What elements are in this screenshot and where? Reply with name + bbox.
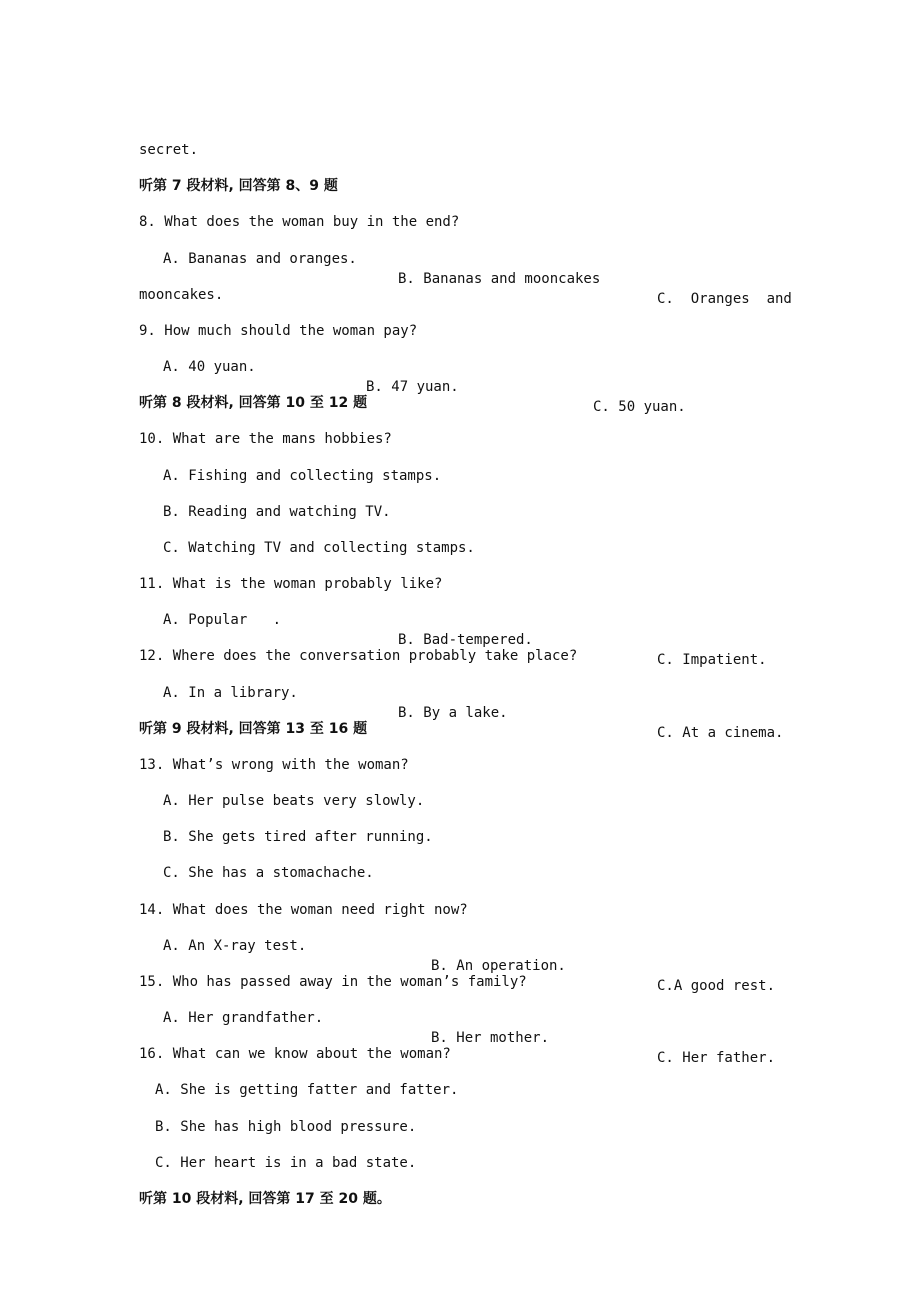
question-8-option-c-wrap [0, 265, 224, 303]
option-b: B. Reading and watching TV. [163, 504, 391, 520]
option-b: B. By a lake. [398, 705, 508, 721]
question-10 [0, 409, 392, 447]
option-a: A. In a library. [163, 685, 298, 701]
question-16 [0, 1024, 451, 1062]
question-10-option-c [0, 518, 475, 556]
heading-text: 听第 7 段材料, 回答第 8、9 题 [139, 178, 338, 194]
question-9 [0, 301, 418, 339]
question-text: 8. What does the woman buy in the end? [139, 214, 460, 230]
question-8 [0, 192, 460, 230]
option-a: A. Her grandfather. [163, 1010, 324, 1026]
question-10-option-b [0, 482, 391, 520]
option-b: B. An operation. [431, 958, 566, 974]
option-a: A. Fishing and collecting stamps. [163, 468, 442, 484]
section-heading-10 [0, 1169, 391, 1207]
section-heading-7 [0, 156, 338, 194]
question-text: 9. How much should the woman pay? [139, 323, 418, 339]
option-c: C. Her heart is in a bad state. [155, 1155, 417, 1171]
text-secret: secret. [139, 142, 199, 158]
question-13 [0, 735, 409, 773]
question-text: 13. What’s wrong with the woman? [139, 757, 409, 773]
option-b: B. 47 yuan. [366, 379, 459, 395]
question-text: 11. What is the woman probably like? [139, 576, 443, 592]
option-a: A. Her pulse beats very slowly. [163, 793, 425, 809]
heading-text: 听第 8 段材料, 回答第 10 至 12 题 [139, 395, 368, 411]
question-16-option-b [0, 1097, 417, 1135]
option-b: B. Bananas and mooncakes [398, 271, 601, 287]
option-b: B. She has high blood pressure. [155, 1119, 417, 1135]
question-text: 16. What can we know about the woman? [139, 1046, 451, 1062]
question-10-option-a [0, 446, 442, 484]
question-16-option-c [0, 1133, 417, 1171]
option-b: B. She gets tired after running. [163, 829, 433, 845]
option-b: B. Bad-tempered. [398, 632, 533, 648]
option-c: C. She has a stomachache. [163, 865, 374, 881]
section-heading-8 [0, 373, 368, 411]
question-13-option-a [0, 771, 425, 809]
question-16-option-a [0, 1060, 459, 1098]
heading-text: 听第 10 段材料, 回答第 17 至 20 题。 [139, 1191, 391, 1207]
question-13-option-b [0, 807, 433, 845]
question-text: 10. What are the mans hobbies? [139, 431, 392, 447]
option-a: A. She is getting fatter and fatter. [155, 1082, 459, 1098]
option-a: A. 40 yuan. [163, 359, 256, 375]
option-a: A. Popular . [163, 612, 282, 628]
question-text: 12. Where does the conversation probably take place? [139, 648, 578, 664]
option-c: C. Oranges and [657, 291, 792, 307]
option-c: C. Her father. [657, 1050, 776, 1066]
option-c: C.A good rest. [657, 978, 776, 994]
question-11 [0, 554, 443, 592]
heading-text: 听第 9 段材料, 回答第 13 至 16 题 [139, 721, 368, 737]
question-7-continuation [0, 120, 199, 158]
option-c-continuation: mooncakes. [139, 287, 224, 303]
option-a: A. An X-ray test. [163, 938, 307, 954]
option-b: B. Her mother. [431, 1030, 550, 1046]
option-c: C. 50 yuan. [593, 399, 686, 415]
question-13-option-c [0, 843, 374, 881]
section-heading-9 [0, 699, 368, 737]
option-a: A. Bananas and oranges. [163, 251, 357, 267]
option-c: C. Impatient. [657, 652, 767, 668]
question-text: 14. What does the woman need right now? [139, 902, 468, 918]
question-8-options [0, 229, 792, 307]
question-text: 15. Who has passed away in the woman’s family? [139, 974, 527, 990]
option-c: C. Watching TV and collecting stamps. [163, 540, 475, 556]
question-14 [0, 880, 468, 918]
option-c: C. At a cinema. [657, 725, 784, 741]
